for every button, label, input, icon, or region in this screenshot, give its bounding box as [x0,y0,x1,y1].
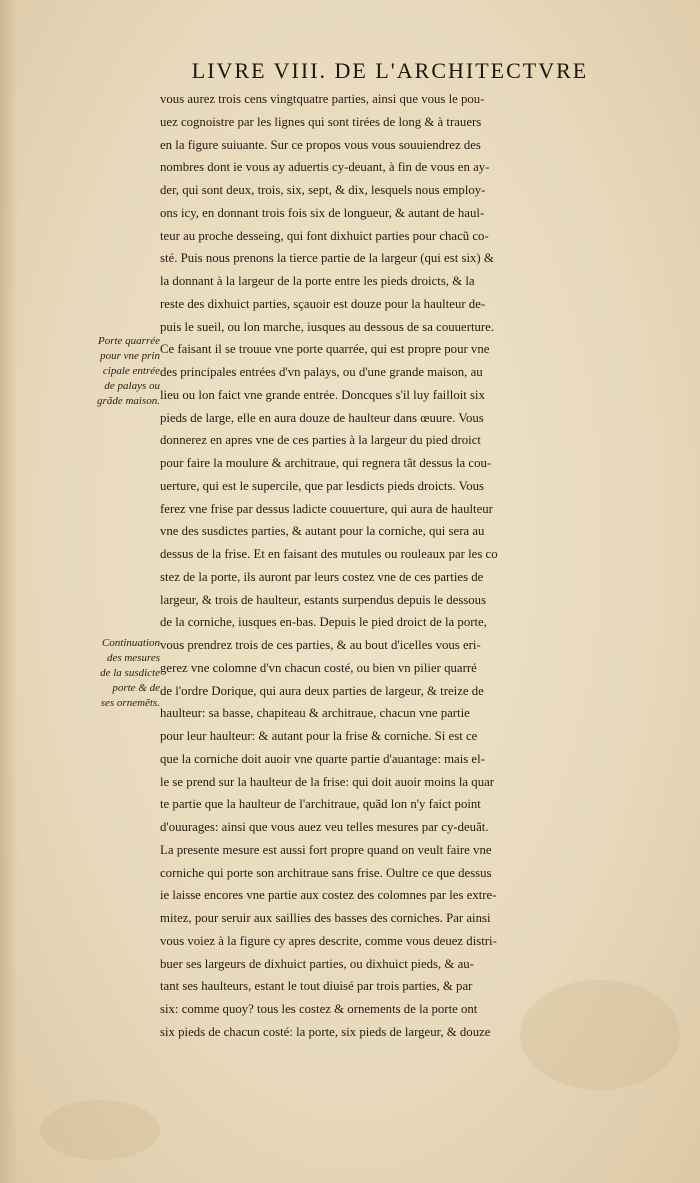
text-line: donnerez en apres vne de ces parties à la largeur du pied droict [160,433,481,448]
margin-note-line: de palays ou [104,380,160,392]
text-line: tant ses haulteurs, estant le tout diuisé par trois parties, & par [160,979,473,994]
text-line: le se prend sur la haulteur de la frise: qui doit auoir moins la quar [160,774,495,789]
margin-note-line: Porte quarrée [97,335,160,347]
margin-note-line: des mesures [106,652,160,664]
text-line: stez de la porte, ils auront par leurs costez vne de ces parties de [160,569,484,584]
margin-note-line: de la susdicte [100,667,160,679]
text-line: der, qui sont deux, trois, six, sept, & dix, lesquels nous employ- [160,183,486,197]
margin-note-line: Continuation [101,637,160,649]
text-line: de la corniche, iusques en-bas. Depuis le pied droict de la porte, [160,615,487,630]
text-line: en la figure suiuante. Sur ce propos vous vous souuiendrez des [160,137,481,152]
text-line: teur au proche desseing, qui font dixhuict parties pour chacũ co- [160,228,489,243]
text-line: largeur, & trois de haulteur, estants surpendus depuis le dessous [160,592,487,607]
page-gutter-shadow [0,0,18,1183]
text-line: te partie que la haulteur de l'architraue, quãd lon n'y faict point [160,797,481,812]
text-line: ferez vne frise par dessus ladicte couuerture, qui aura de haulteur [160,501,493,516]
text-line: buer ses largeurs de dixhuict parties, ou dixhuict pieds, & au- [160,956,474,971]
text-line: que la corniche doit auoir vne quarte partie d'auantage: mais el- [160,751,485,766]
margin-note-line: cipale entrée [102,365,160,377]
text-line: pour faire la moulure & architraue, qui regnera tãt dessus la cou- [160,456,492,470]
paper-stain [40,1100,160,1160]
text-line: reste des dixhuict parties, sçauoir est douze pour la haulteur de- [160,296,486,311]
body-text [160,88,700,1044]
text-line: Ce faisant il se trouue vne porte quarrée, qui est propre pour vne [160,342,490,357]
text-line: gerez vne colomne d'vn chacun costé, ou bien vn pilier quarré [160,660,477,675]
margin-note-line: pour vne prin [100,350,160,362]
margin-note-continuation [84,636,160,711]
margin-note-line: porte & de [112,682,160,694]
text-line: de l'ordre Dorique, qui aura deux parties de largeur, & treize de [160,683,484,698]
margin-note-line: ses ornemẽts. [100,697,160,709]
text-line: vous prendrez trois de ces parties, & au bout d'icelles vous eri- [160,638,481,652]
text-line: puis le sueil, ou lon marche, iusques au dessous de sa couuerture. [160,319,495,334]
text-line: uez cognoistre par les lignes qui sont tirées de long & à trauers [160,114,482,129]
text-line: six: comme quoy? tous les costez & ornements de la porte ont [160,1002,478,1016]
text-line: corniche qui porte son architraue sans frise. Oultre ce que dessus [160,865,492,880]
text-line: vous aurez trois cens vingtquatre parties, ainsi que vous le pou- [160,92,485,106]
text-line: la donnant à la largeur de la porte entre les pieds droicts, & la [160,274,475,288]
text-line: uerture, qui est le supercile, que par lesdicts pieds droicts. Vous [160,478,484,493]
text-line: vous voiez à la figure cy apres descrite, comme vous deuez distri- [160,933,497,948]
text-line: dessus de la frise. Et en faisant des mutules ou rouleaux par les co [160,547,498,561]
text-line: nombres dont ie vous ay aduertis cy-deuant, à fin de vous en ay- [160,160,490,175]
text-line: ie laisse encores vne partie aux costez des colomnes par les extre- [160,888,497,903]
text-line: des principales entrées d'vn palays, ou d'une grande maison, au [160,365,483,379]
text-line: La presente mesure est aussi fort propre quand on veult faire vne [160,842,492,857]
text-line: pieds de large, elle en aura douze de haulteur dans œuure. Vous [160,410,484,425]
text-line: lieu ou lon faict vne grande entrée. Doncques s'il luy failloit six [160,387,485,402]
text-line: sté. Puis nous prenons la tierce partie de la largeur (qui est six) & [160,251,494,266]
text-line: mitez, pour seruir aux saillies des basses des corniches. Par ainsi [160,911,491,925]
text-line: ons icy, en donnant trois fois six de longueur, & autant de haul- [160,205,485,220]
text-line: six pieds de chacun costé: la porte, six pieds de largeur, & douze [160,1024,491,1039]
text-line: pour leur haulteur: & autant pour la frise & corniche. Si est ce [160,729,478,743]
margin-note-porte-quarree [84,334,160,409]
margin-note-line: grãde maison. [97,395,160,407]
text-line: haulteur: sa basse, chapiteau & architraue, chacun vne partie [160,706,470,721]
text-line: d'ouurages: ainsi que vous auez veu telles mesures par cy-deuãt. [160,820,489,834]
text-line: vne des susdictes parties, & autant pour la corniche, qui sera au [160,524,485,539]
running-head: LIVRE VIII. DE L'ARCHITECTVRE [191,58,589,83]
